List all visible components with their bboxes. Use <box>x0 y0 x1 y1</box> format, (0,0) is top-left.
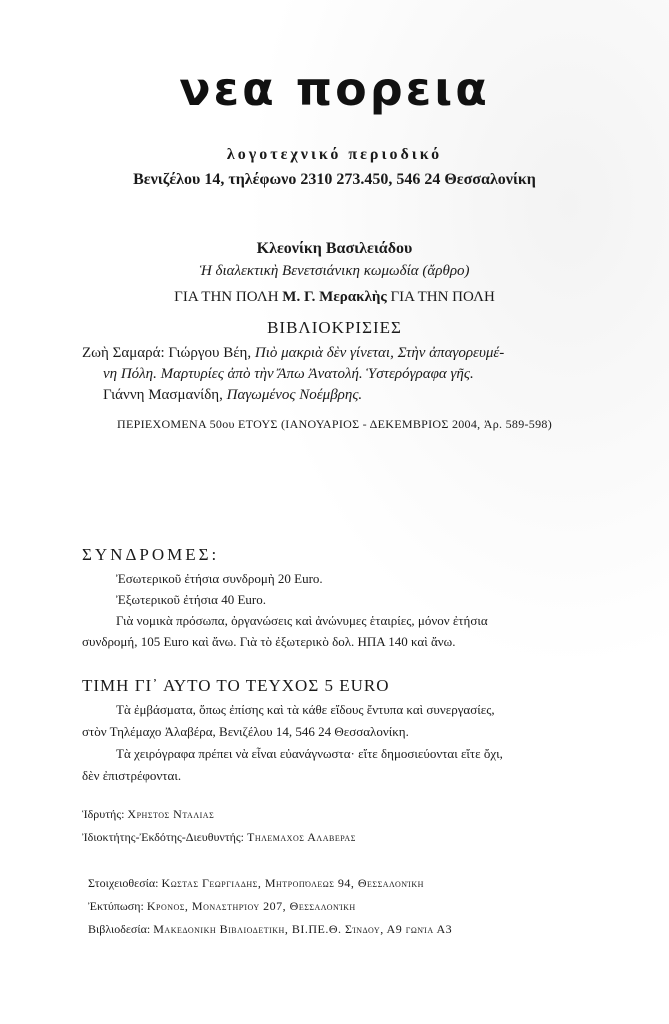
masthead-address: Βενιζέλου 14, τηλέφωνο 2310 273.450, 546 24 Θεσσαλονίκη <box>133 171 536 188</box>
credit-founder <box>82 803 356 826</box>
poem-suffix: ΓΙΑ ΤΗΝ ΠΟΛΗ <box>390 289 495 305</box>
credit-typesetting <box>88 872 452 895</box>
credit-printing-label: Ἐκτύπωση: <box>88 899 147 913</box>
masthead-title: νεα πορεια <box>179 62 490 116</box>
reviews-line-3 <box>82 385 612 406</box>
reviews-heading: ΒΙΒΛΙΟΚΡΙΣΙΕΣ <box>267 318 402 337</box>
price-paragraph-1-line-2: στὸν Τηλέμαχο Ἀλαβέρα, Βενιζέλου 14, 546 24 Θεσσαλονίκη. <box>82 724 409 739</box>
credit-owner <box>82 826 356 849</box>
reviews-line-1 <box>82 343 612 364</box>
subscriptions-body <box>82 568 612 652</box>
price-paragraph-2-line-1: Τὰ χειρόγραφα πρέπει νὰ εἶναι εὐανάγνωστα· εἴτε δημοσιεύονται εἴτε ὄχι, <box>116 746 503 761</box>
reviews-line-1-author: Ζωὴ Σαμαρά: Γιώργου Βέη, <box>82 345 255 361</box>
credits-production <box>88 872 452 941</box>
price-heading: ΤΙΜΗ ΓΙ᾿ ΑΥΤΟ ΤΟ ΤΕΥΧΟΣ 5 EURO <box>82 676 390 695</box>
credit-founder-label: Ἱδρυτής: <box>82 807 128 821</box>
featured-poem-line <box>0 289 669 306</box>
credit-binding <box>88 918 452 941</box>
contents-line: ΠΕΡΙΕΧΟΜΕΝΑ 50ου ΕΤΟΥΣ (ΙΑΝΟΥΑΡΙΟΣ - ΔΕΚΕΜΒΡΙΟΣ 2004, Ἀρ. 589-598) <box>117 417 552 431</box>
price-paragraph-1-line-1: Τὰ ἐμβάσματα, ὅπως ἐπίσης καὶ τὰ κάθε εἴδους ἔντυπα καὶ συνεργασίες, <box>116 702 495 717</box>
subscription-foreign: Ἐξωτερικοῦ ἐτήσια 40 Euro. <box>116 592 267 607</box>
reviews-line-3-author: Γιάννη Μασμανίδη, <box>103 387 227 403</box>
subscription-legal-1: Γιὰ νομικὰ πρόσωπα, ὀργανώσεις καὶ ἀνώνυμες ἑταιρίες, μόνον ἐτήσια <box>116 613 488 628</box>
featured-article: Ἡ διαλεκτικὴ Βενετσιάνικη κωμωδία (ἄρθρο) <box>199 263 470 279</box>
credit-printing <box>88 895 452 918</box>
subscriptions-heading: ΣΥΝΔΡΟΜΕΣ: <box>82 545 220 564</box>
reviews-line-3-title: Παγωμένος Νοέμβρης. <box>226 387 363 403</box>
featured-author: Κλεονίκη Βασιλειάδου <box>256 240 413 257</box>
poem-author: Μ. Γ. Μερακλὴς <box>282 289 387 305</box>
reviews-body <box>82 343 612 406</box>
credit-typesetting-label: Στοιχειοθεσία: <box>88 876 162 890</box>
price-body <box>82 699 612 787</box>
credit-typesetting-value: Κωστας Γεωργιαδης, Μητροπόλεως 94, Θεσσαλονίκη <box>161 876 424 890</box>
credit-owner-name: Τηλεμαχος Αλαβερας <box>247 830 356 844</box>
reviews-line-2-titles: νη Πόλη. Μαρτυρίες ἀπὸ τὴν Ἄπω Ἀνατολή. Ὑστερόγραφα γῆς. <box>103 366 474 382</box>
credit-printing-value: Κρονος, Μοναστηρίου 207, Θεσσαλονίκη <box>146 899 356 913</box>
credit-binding-label: Βιβλιοδεσία: <box>88 922 154 936</box>
subscription-legal-2: συνδρομή, 105 Euro καὶ ἄνω. Γιὰ τὸ ἐξωτερικὸ δολ. ΗΠΑ 140 καὶ ἄνω. <box>82 634 456 649</box>
reviews-line-1-titles: Πιὸ μακριὰ δὲν γίνεται, Στὴν ἀπαγορευμέ- <box>254 345 505 361</box>
poem-prefix: ΓΙΑ ΤΗΝ ΠΟΛΗ <box>174 289 279 305</box>
reviews-line-2 <box>82 364 612 385</box>
subscription-domestic: Ἐσωτερικοῦ ἐτήσια συνδρομὴ 20 Euro. <box>116 571 323 586</box>
masthead-subtitle: λογοτεχνικό περιοδικό <box>226 146 443 163</box>
credit-binding-value: Μακεδονικη Βιβλιοδετικη, ΒΙ.ΠΕ.Θ. Σίνδου, Α9 γωνία Α3 <box>153 922 453 936</box>
credits-founders <box>82 803 356 849</box>
credit-founder-name: Χρηστος Νταλιας <box>127 807 215 821</box>
credit-owner-label: Ἰδιοκτήτης-Ἐκδότης-Διευθυντής: <box>82 830 247 844</box>
price-paragraph-2-line-2: δὲν ἐπιστρέφονται. <box>82 768 182 783</box>
